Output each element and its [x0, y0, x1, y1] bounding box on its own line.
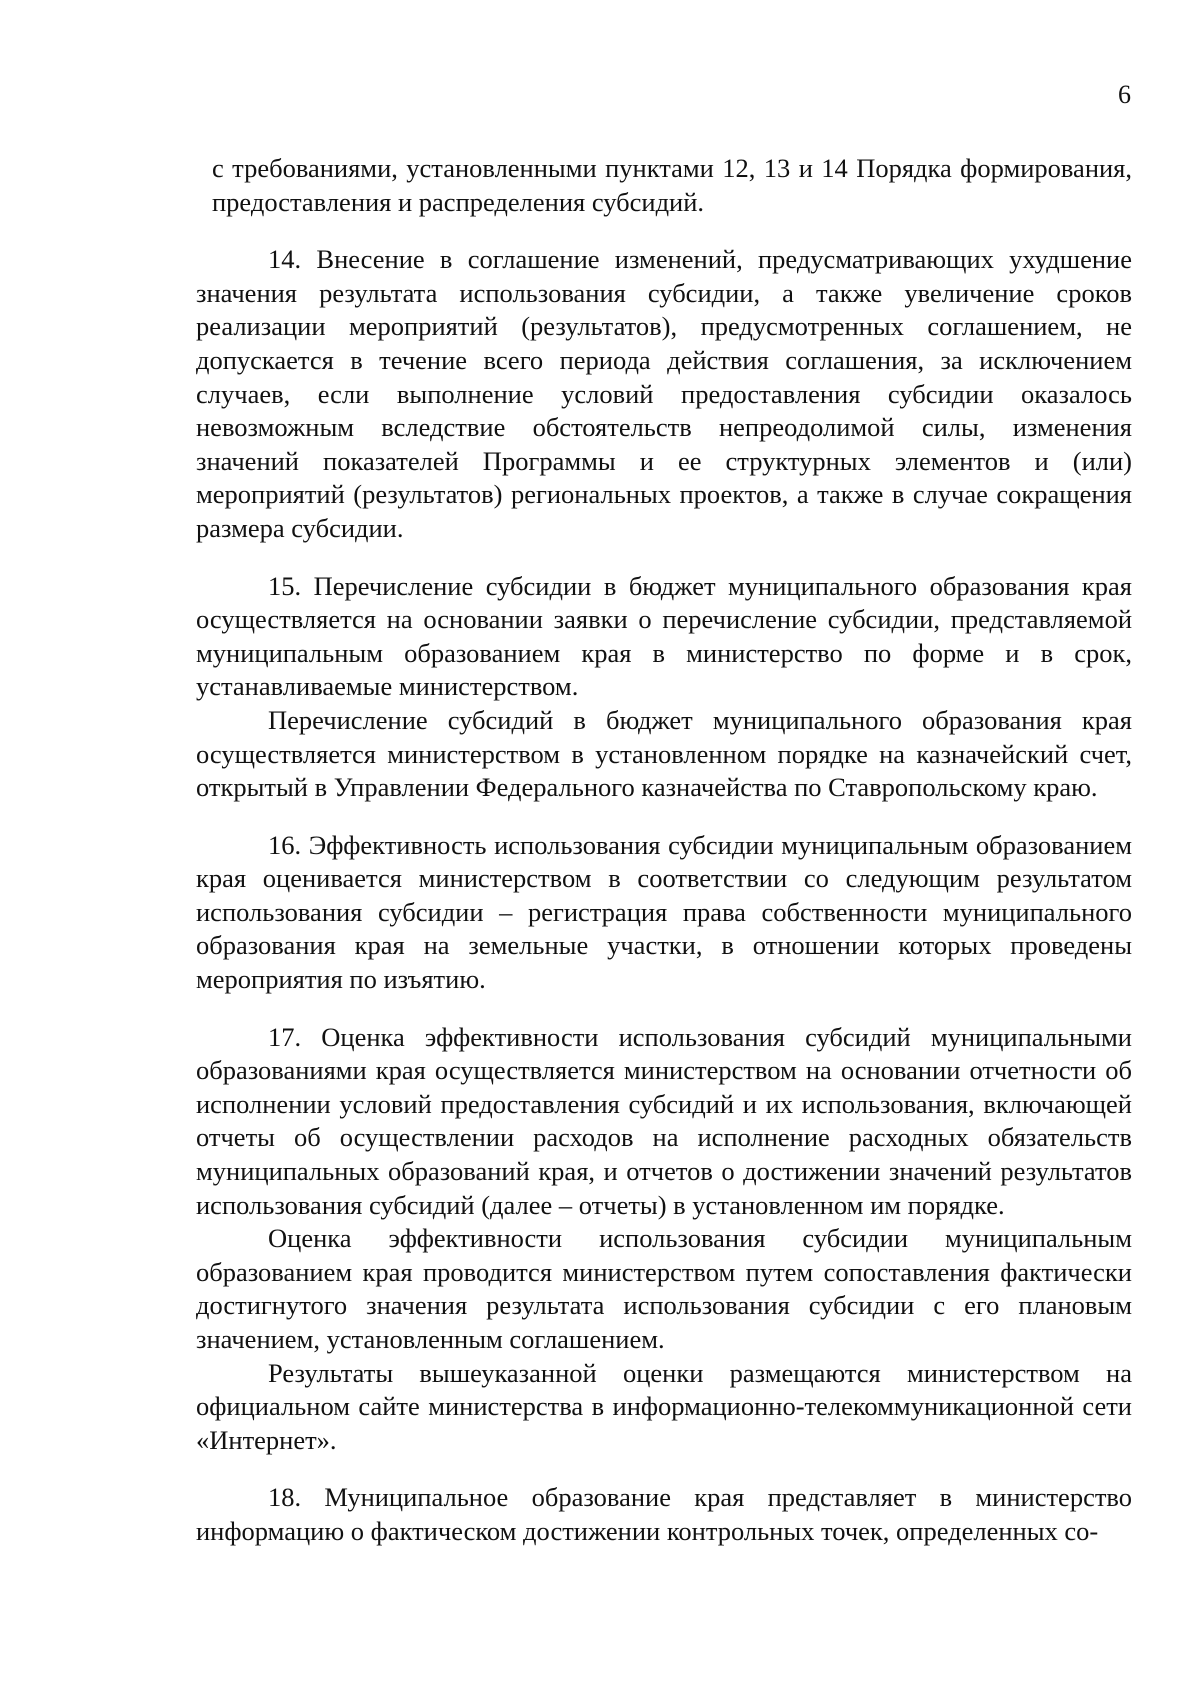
paragraph-continuation: с требованиями, установленными пунктами 12, 13 и 14 Порядка формирования, предоставления и распределения субсидий. — [212, 153, 1132, 217]
paragraph-clause-15-transfer: Перечисление субсидий в бюджет муниципального образования края осуществляется министерством в установленном порядке на казначейский счет, открытый в Управлении Федерального казначейства по Ставропольскому краю. — [196, 704, 1132, 803]
paragraph-clause-17-results: Результаты вышеуказанной оценки размещаются министерством на официальном сайте министерства в информационно-телекоммуникационной сети «Интернет». — [196, 1357, 1132, 1455]
page-number: 6 — [1118, 80, 1131, 109]
paragraph-clause-17: 17. Оценка эффективности использования субсидий муниципальными образованиями края осуществляется министерством на основании отчетности об исполнении условий предоставления субсидий и их использования, включающей отчеты об осуществлении расходов на исполнение расходных обязательств муниципальных образований края, и отчетов о достижении значений результатов использования субсидий (далее – отчеты) в установленном им порядке. — [196, 1021, 1132, 1220]
paragraph-clause-18: 18. Муниципальное образование края представляет в министерство информацию о фактическом достижении контрольных точек, определенных со- — [196, 1482, 1132, 1546]
paragraph-clause-14: 14. Внесение в соглашение изменений, предусматривающих ухудшение значения результата использования субсидии, а также увеличение сроков реализации мероприятий (результатов), предусмотренных соглашением, не допускается в течение всего периода действия соглашения, за исключением случаев, если выполнение условий предоставления субсидии оказалось невозможным вследствие обстоятельств непреодолимой силы, изменения значений показателей Программы и ее структурных элементов и (или) мероприятий (результатов) региональных проектов, а также в случае сокращения размера субсидии. — [196, 244, 1132, 543]
document-body — [196, 152, 1132, 1549]
paragraph-clause-17-assessment: Оценка эффективности использования субсидии муниципальным образованием края проводится министерством путем сопоставления фактически достигнутого значения результата использования субсидии с его плановым значением, установленным соглашением. — [196, 1223, 1132, 1354]
paragraph-clause-15: 15. Перечисление субсидии в бюджет муниципального образования края осуществляется на основании заявки о перечисление субсидии, представляемой муниципальным образованием края в министерство по форме и в срок, устанавливаемые министерством. — [196, 570, 1132, 702]
paragraph-clause-16: 16. Эффективность использования субсидии муниципальным образованием края оценивается министерством в соответствии со следующим результатом использования субсидии – регистрация права собственности муниципального образования края на земельные участки, в отношении которых проведены мероприятия по изъятию. — [196, 829, 1132, 995]
